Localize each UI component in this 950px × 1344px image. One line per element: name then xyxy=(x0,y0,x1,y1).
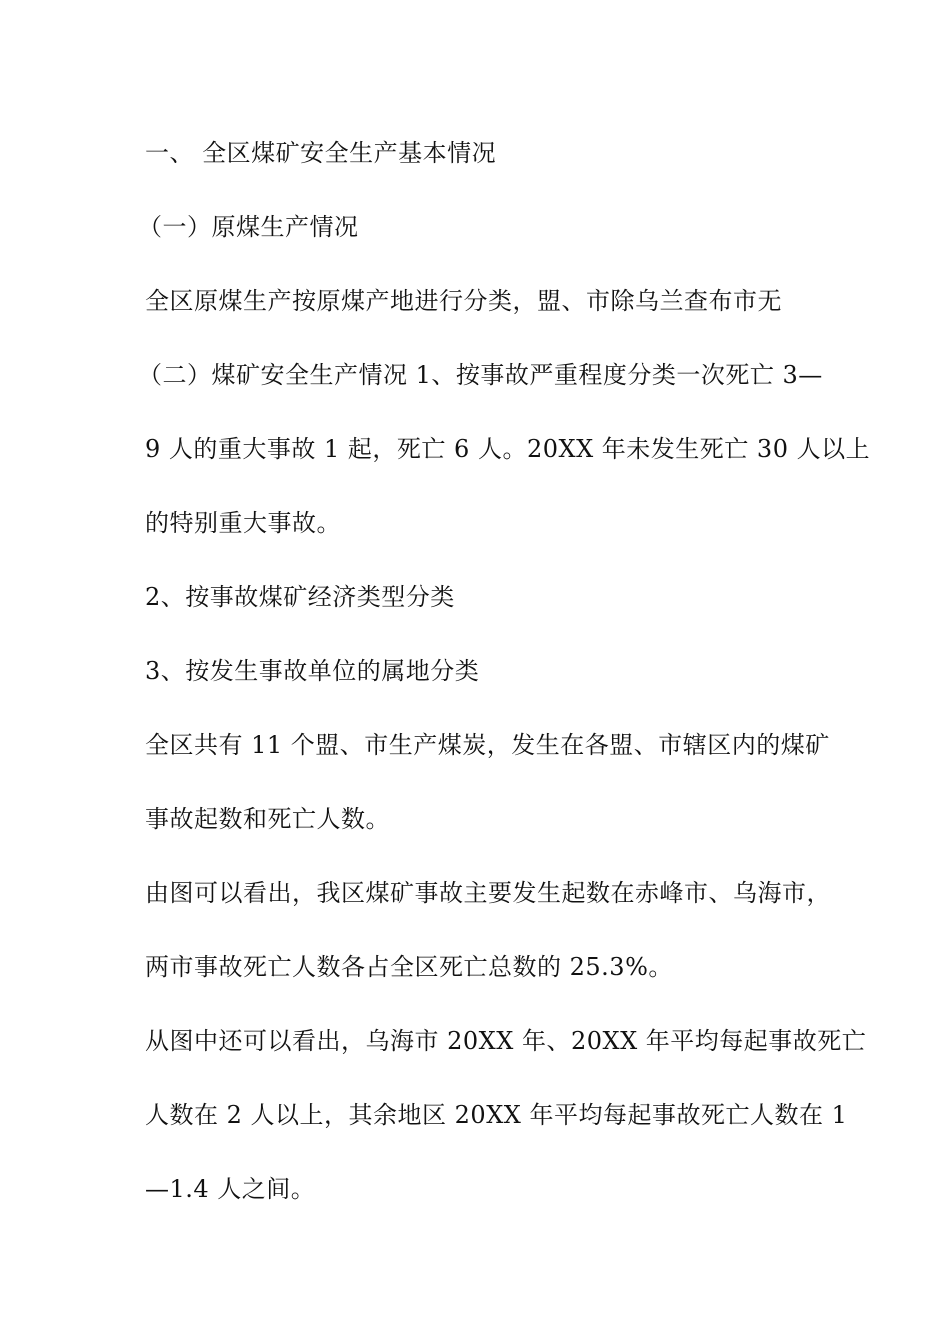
paragraph-line: —1.4 人之间。 xyxy=(145,1175,316,1203)
paragraph-line: 事故起数和死亡人数。 xyxy=(145,805,390,833)
paragraph-line: 由图可以看出，我区煤矿事故主要发生起数在赤峰市、乌海市， xyxy=(145,879,831,907)
paragraph-line: 全区共有 11 个盟、市生产煤炭，发生在各盟、市辖区内的煤矿 xyxy=(145,731,830,759)
list-item: 3、按发生事故单位的属地分类 xyxy=(145,657,480,685)
paragraph-line: 人数在 2 人以上，其余地区 20XX 年平均每起事故死亡人数在 1 xyxy=(145,1101,848,1129)
subsection-heading: （一）原煤生产情况 xyxy=(138,213,359,241)
paragraph-line: 9 人的重大事故 1 起，死亡 6 人。20XX 年未发生死亡 30 人以上 xyxy=(145,435,871,463)
paragraph-line: 全区原煤生产按原煤产地进行分类，盟、市除乌兰查布市无 xyxy=(145,287,782,315)
paragraph-line: 两市事故死亡人数各占全区死亡总数的 25.3%。 xyxy=(145,953,673,981)
subsection-heading: （二）煤矿安全生产情况 1、按事故严重程度分类一次死亡 3— xyxy=(138,361,823,389)
section-heading: 一、 全区煤矿安全生产基本情况 xyxy=(145,139,497,167)
list-item: 2、按事故煤矿经济类型分类 xyxy=(145,583,455,611)
paragraph-line: 从图中还可以看出，乌海市 20XX 年、20XX 年平均每起事故死亡 xyxy=(145,1027,867,1055)
paragraph-line: 的特别重大事故。 xyxy=(145,509,341,537)
